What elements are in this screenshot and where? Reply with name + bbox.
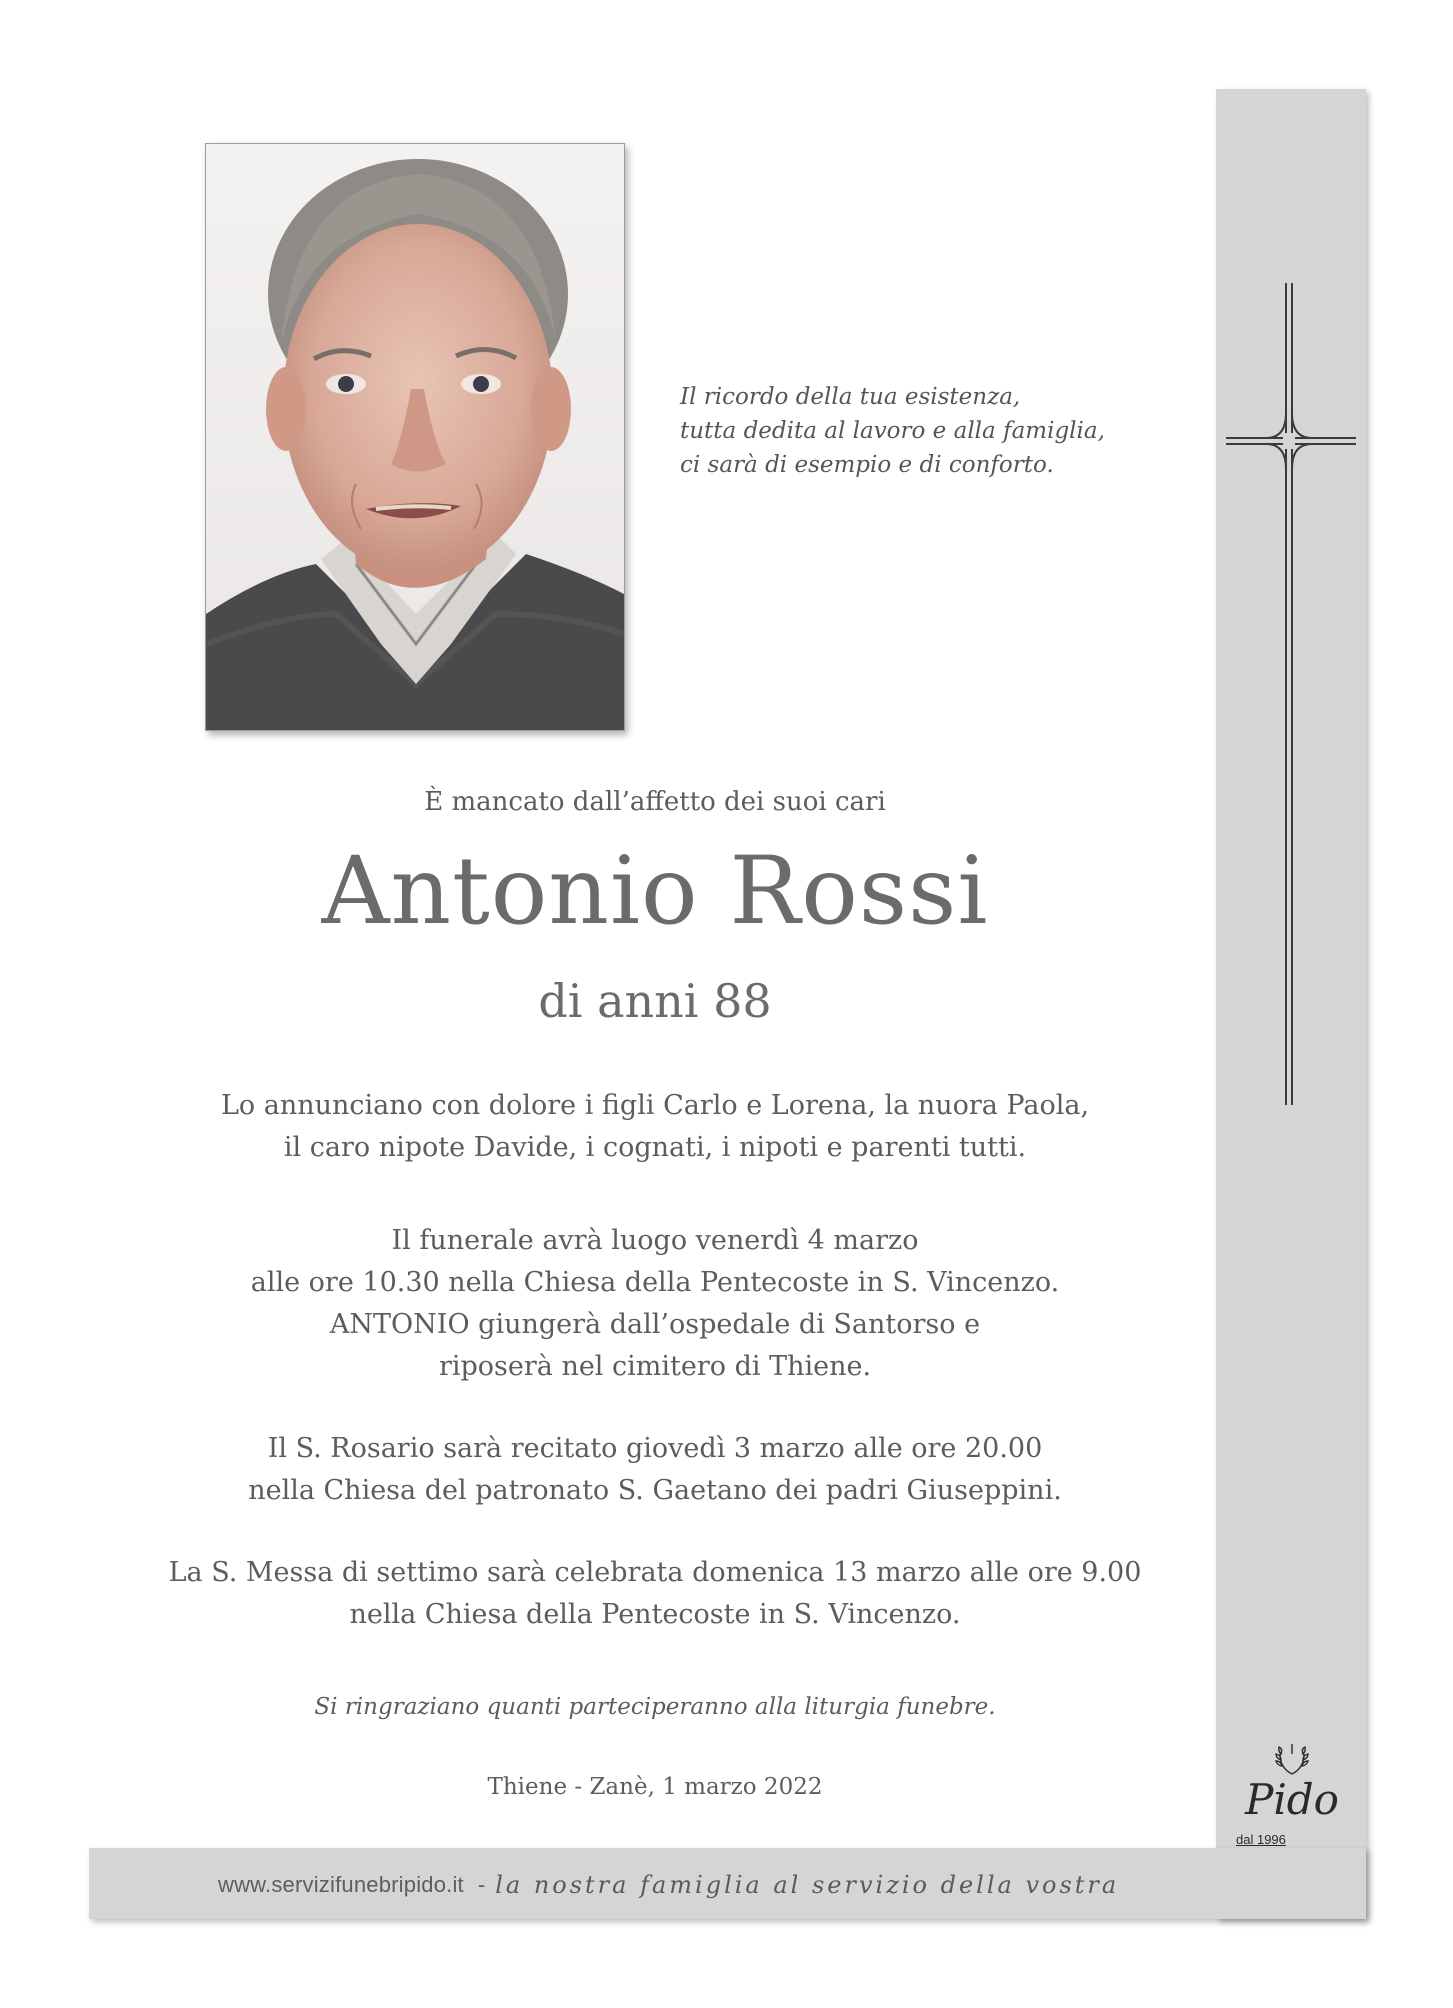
rosary-line: Il S. Rosario sarà recitato giovedì 3 marzo alle ore 20.00 [267,1433,1043,1464]
thanks-note: Si ringraziano quanti parteciperanno alla liturgia funebre. [314,1694,996,1720]
funeral-details [120,1220,1190,1388]
logo-name: Pido [1245,1775,1339,1824]
funeral-line: alle ore 10.30 nella Chiesa della Pentecoste in S. Vincenzo. [250,1267,1060,1298]
footer-separator: - [477,1872,486,1897]
logo-since: dal 1996 [1236,1832,1286,1847]
funeral-line: riposerà nel cimitero di Thiene. [438,1351,872,1382]
deceased-name: Antonio Rossi [321,837,989,946]
mass-line: La S. Messa di settimo sarà celebrata domenica 13 marzo alle ore 9.00 [168,1557,1142,1588]
quote-line: tutta dedita al lavoro e alla famiglia, [680,418,1105,444]
footer-website-link[interactable]: www.servizifunebripido.it [218,1872,464,1897]
portrait-photo [205,143,625,731]
cross-icon [1226,283,1356,1105]
place-and-date: Thiene - Zanè, 1 marzo 2022 [487,1774,823,1800]
quote-line: Il ricordo della tua esistenza, [680,384,1021,410]
announcement-intro: È mancato dall’affetto dei suoi cari [424,787,886,817]
family-line: Lo annunciano con dolore i figli Carlo e Lorena, la nuora Paola, [220,1090,1090,1121]
footer-motto: la nostra famiglia al servizio della vostra [495,1871,1120,1899]
rosary-details [120,1428,1190,1512]
pido-logo [1232,1740,1352,1850]
mass-line: nella Chiesa della Pentecoste in S. Vincenzo. [349,1599,961,1630]
footer [218,1865,1119,1905]
rosary-line: nella Chiesa del patronato S. Gaetano dei padri Giuseppini. [248,1475,1062,1506]
family-line: il caro nipote Davide, i cognati, i nipoti e parenti tutti. [283,1132,1027,1163]
memorial-quote [680,380,1150,482]
funeral-line: Il funerale avrà luogo venerdì 4 marzo [391,1225,919,1256]
laurel-wreath-icon [1272,1740,1312,1776]
mass-details [120,1552,1190,1636]
funeral-line: ANTONIO giungerà dall’ospedale di Santorso e [329,1309,981,1340]
deceased-age: di anni 88 [538,974,772,1028]
quote-line: ci sarà di esempio e di conforto. [680,452,1054,478]
family-announcement [120,1085,1190,1169]
